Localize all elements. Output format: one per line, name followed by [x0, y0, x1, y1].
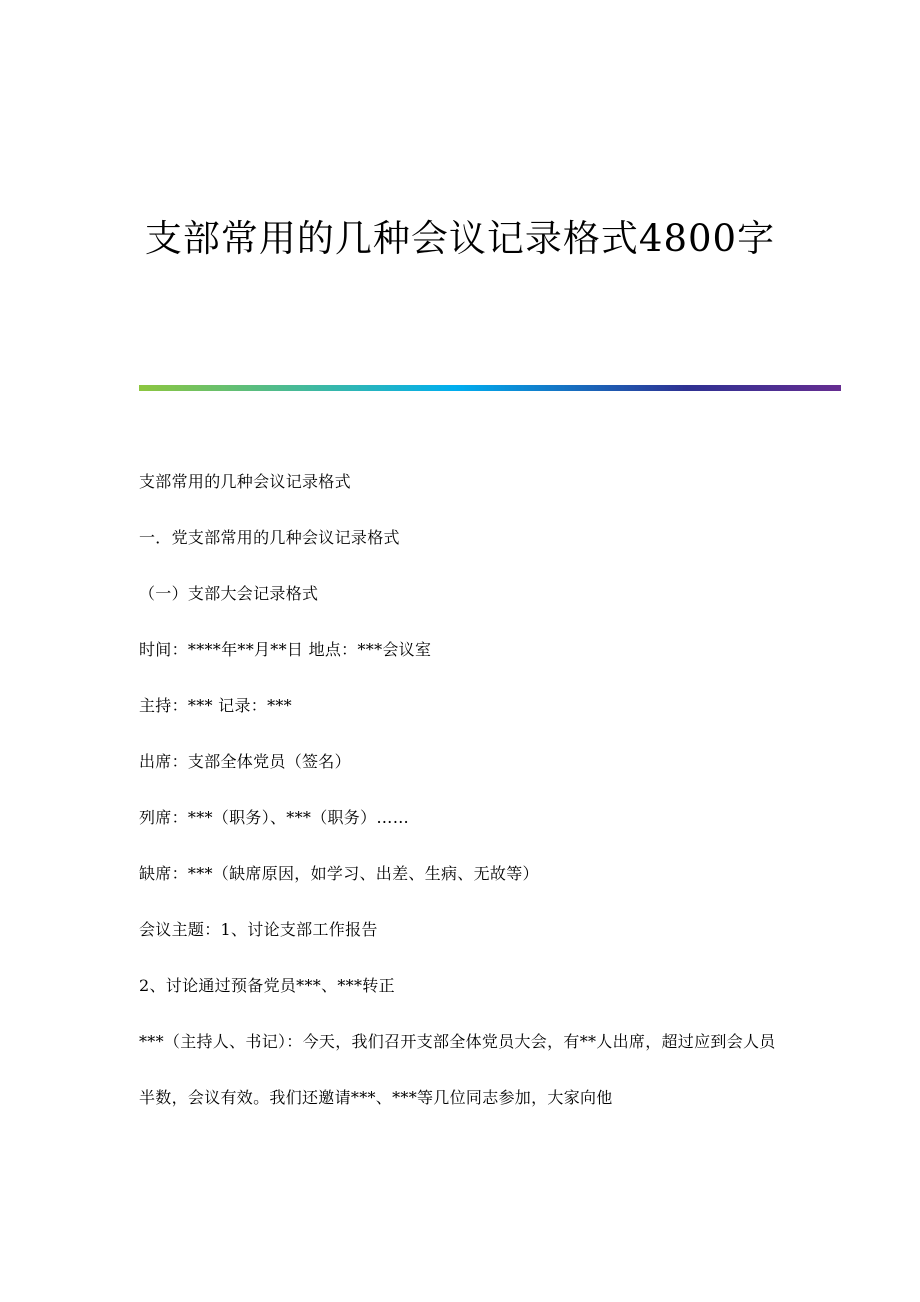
- paragraph-doc-subtitle: 支部常用的几种会议记录格式: [139, 472, 351, 491]
- paragraph-absent: 缺席：***（缺席原因，如学习、出差、生病、无故等）: [139, 864, 539, 883]
- paragraph-time-location: 时间：****年**月**日 地点：***会议室: [139, 640, 432, 659]
- paragraph-topic-2: 2、讨论通过预备党员***、***转正: [139, 976, 395, 995]
- paragraph-host-recorder: 主持：*** 记录：***: [139, 696, 292, 715]
- paragraph-meeting-topic: 会议主题：1、讨论支部工作报告: [139, 920, 378, 939]
- paragraph-attendance: 出席：支部全体党员（签名）: [139, 752, 351, 771]
- document-body: [139, 472, 789, 1126]
- paragraph-subsection-heading: （一）支部大会记录格式: [139, 584, 319, 603]
- document-title: 支部常用的几种会议记录格式4800字: [144, 217, 776, 260]
- paragraph-opening-remarks: ***（主持人、书记）：今天，我们召开支部全体党员大会，有**人出席，超过应到会人员半数，会议有效。我们还邀请***、***等几位同志参加，大家向他: [139, 1032, 776, 1107]
- paragraph-observers: 列席：***（职务）、***（职务）……: [139, 808, 410, 827]
- title-gradient-rule: [139, 385, 841, 391]
- paragraph-section-heading: 一．党支部常用的几种会议记录格式: [139, 528, 400, 547]
